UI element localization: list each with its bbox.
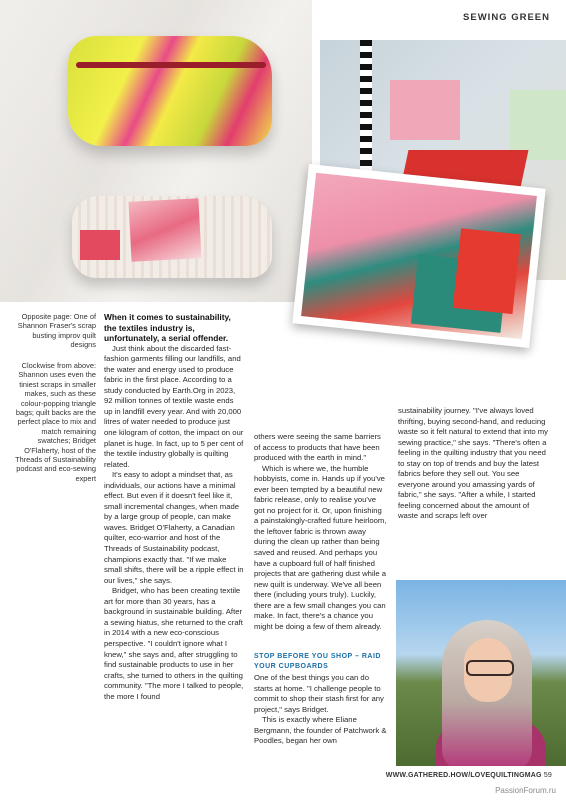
article-column-3	[398, 406, 548, 522]
article-lead: When it comes to sustainability, the textiles industry is, unfortunately, a serial offender.	[104, 312, 231, 344]
quilt-back-photo	[292, 164, 545, 348]
bridget-portrait-photo	[396, 580, 566, 766]
page-footer	[386, 772, 552, 779]
paragraph: Which is where we, the humble hobbyists, come in. Hands up if you've ever been tempted by a beautiful new fabric release, only to realise you've got no project for it. Or, upon finishing a painstakingly-crafted future heirloom, the leftover fabric is thrown away during the clean up rather than being saved and reused. And perhaps you have a cupboard full of half finished projects that are gathering dust while a new quilt is underway. We've all been there (including yours truly). Luckily, there are a few small changes you can make. In fact, there's a chance you might be doing a few of them already.	[254, 463, 387, 631]
caption-clockwise: Clockwise from above: Shannon uses even the tiniest scraps in smaller makes, such as these colour-popping triangle bags; quilt backs are the perfect place to mix and match remaining swatches; Bridget O'Flaherty, host of the Threads of Sustainability podcast and eco-sewing expert	[15, 361, 96, 483]
paragraph: Bridget, who has been creating textile art for more than 30 years, has a background in sustainable building. After a sewing hiatus, she returned to the craft in 2014 with a new eco-conscious perspective. "I couldn't ignore what I knew," she says and, after struggling to find sustainable products to use in her crafts, she turned to others in the quilting community. "The more I talked to people, the more I found	[104, 586, 244, 701]
caption-opposite-page: Opposite page: One of Shannon Fraser's scrap busting improv quilt designs	[17, 312, 96, 350]
article-column-2-continued	[254, 673, 388, 747]
paragraph: It's easy to adopt a mindset that, as individuals, our actions have a minimal effect. But even if it doesn't feel like it, small incremental changes, when made by a large group of people, can make waves. Bridget O'Flaherty, a Canadian quilter, eco-warrior and host of the Threads of Sustainability podcast, champions exactly that. "If we make small shifts, there will be a ripple effect in our lives," she says.	[104, 470, 244, 585]
yellow-pink-bag	[68, 36, 272, 146]
subheading: STOP BEFORE YOU SHOP – RAID YOUR CUPBOARDS	[254, 653, 381, 670]
paragraph: sustainability journey. "I've always loved thrifting, buying second-hand, and reducing waste so it felt natural to extend that into my sewing practice," she says. "There's often a feeling in the quilting industry that you need to stay on top of trends and buy the latest fabrics before they sell out. You see everyone around you amassing yards of fabric," she says. "After a while, I started feeling concerned about the amount of waste and scraps left over	[398, 406, 548, 521]
section-label: SEWING GREEN	[463, 12, 550, 23]
paragraph: others were seeing the same barriers of access to products that have been produced with the earth in mind."	[254, 432, 381, 463]
paragraph: This is exactly where Eliane Bergmann, the founder of Patchwork & Poodles, began her own	[254, 715, 387, 746]
paragraph: Just think about the discarded fast-fashion garments filling our landfills, and the water and energy used to produce fabric in the first place. According to a study conducted by Earth.Org in 2023, 92 million tonnes of textile waste ends up in landfill every year. And with 20,000 litres of water needed to produce just one kilogram of cotton, the impact on our planet is huge. In fact, up to 5 per cent of the textile industry globally is quilting related.	[104, 343, 244, 469]
article-column-2	[254, 432, 388, 632]
page-number: 59	[543, 772, 552, 779]
watermark: PassionForum.ru	[495, 786, 556, 795]
article-column-1	[104, 312, 244, 702]
paragraph: One of the best things you can do starts at home. "I challenge people to commit to shop their stash first for any project," says Bridget.	[254, 673, 384, 714]
magazine-url: WWW.GATHERED.HOW/LOVEQUILTINGMAG	[385, 772, 542, 779]
triangle-bags-photo	[0, 0, 312, 302]
